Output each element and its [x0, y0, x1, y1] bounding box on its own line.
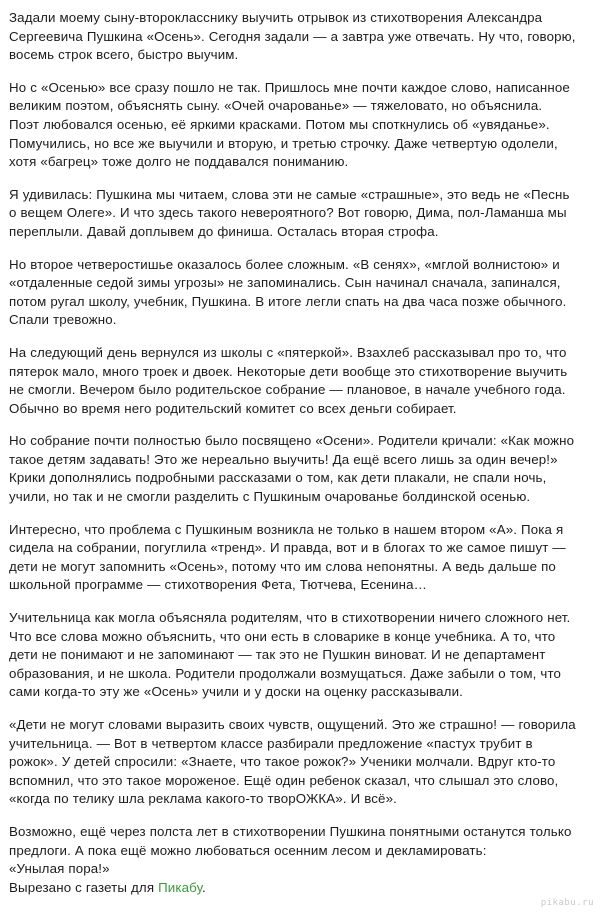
pikabu-watermark: pikabu.ru	[540, 898, 594, 908]
source-suffix-text: .	[202, 879, 206, 895]
post-paragraph: Интересно, что проблема с Пушкиным возникла не только в нашем втором «А». Пока я сидела на собрании, погуглила «тренд». И правда, вот и в блогах то же самое пишут — дети не могут запомнить «Осень», потому что им слова непонятны. А ведь дальше по школьной программе — стихотворения Фета, Тютчева, Есенина…	[9, 521, 566, 593]
post-closing-paragraph	[9, 823, 576, 897]
closing-line-1: Возможно, ещё через полста лет в стихотворении Пушкина понятными останутся только предлоги. А пока ещё можно любоваться осенним лесом и декламировать:	[9, 823, 572, 858]
post-paragraph: Но с «Осенью» все сразу пошло не так. Пришлось мне почти каждое слово, написанное великим поэтом, объяснять сыну. «Очей очарованье» — тяжеловато, но объяснила. Поэт любовался осенью, её яркими красками. Потом мы споткнулись об «увяданье». Помучились, но все же выучили и вторую, и третью строчку. Даже четвертую одолели, хотя «багрец» тоже долго не поддавался пониманию.	[9, 79, 570, 170]
post-paragraph: Я удивилась: Пушкина мы читаем, слова эти не самые «страшные», это ведь не «Песнь о вещем Олеге». И что здесь такого невероятного? Вот говорю, Дима, пол-Ламанша мы переплыли. Давай доплывем до финиша. Осталась вторая строфа.	[9, 186, 570, 239]
post-paragraph: Учительница как могла объясняла родителям, что в стихотворении ничего сложного нет. Что все слова можно объяснить, что они есть в словарике в конце учебника. А то, что дети не понимают и не запоминают — так это не Пушкин виноват. И не департамент образования, и не школа. Родители продолжали возмущаться. Даже забыли о том, что сами когда-то эту же «Осень» учили и у доски на оценку рассказывали.	[9, 610, 571, 700]
post-paragraph: Но собрание почти полностью было посвящено «Осени». Родители кричали: «Как можно такое детям задавать! Это же нереально выучить! Да ещё всего лишь за один вечер!» Крики дополнялись подробными рассказами о том, как дети плакали, не спали ночь, учили, но так и не смогли разделить с Пушкиным очарованье болдинской осенью.	[9, 433, 575, 505]
pikabu-link[interactable]: Пикабу	[158, 879, 203, 895]
post-paragraph: Задали моему сыну-второкласснику выучить отрывок из стихотворения Александра Сергеевича Пушкина «Осень». Сегодня задали — а завтра уже отвечать. Ну что, говорю, восемь строк всего, быстро выучим.	[9, 10, 576, 63]
post-paragraph: Но второе четверостишье оказалось более сложным. «В сенях», «мглой волнистою» и «отдаленные седой зимы угрозы» не запоминались. Сын начинал сначала, запинался, потом ругал школу, учебник, Пушкина. В итоге легли спать на два часа позже обычного. Спали тревожно.	[9, 256, 567, 328]
source-attribution	[9, 879, 576, 898]
closing-line-2: «Унылая пора!»	[9, 861, 110, 877]
source-prefix-text: Вырезано с газеты для	[9, 879, 159, 895]
post-paragraph: «Дети не могут словами выразить своих чувств, ощущений. Это же страшно! — говорила учительница. — Вот в четвертом классе разбирали предложение «пастух трубит в рожок». У детей спросили: «Знаете, что такое рожок?» Ученики молчали. Вдруг кто-то вспомнил, что это такое мороженое. Ещё один ребенок сказал, что слышал это слово, «когда по телику шла реклама какого-то творОЖКА». И всё».	[9, 717, 576, 807]
post-paragraph: На следующий день вернулся из школы с «пятеркой». Взахлеб рассказывал про то, что пятерок мало, много троек и двоек. Некоторые дети вообще это стихотворение выучить не смогли. Вечером было родительское собрание — плановое, в начале учебного года. Обычно во время него родительский комитет со всех деньги собирает.	[9, 344, 568, 416]
